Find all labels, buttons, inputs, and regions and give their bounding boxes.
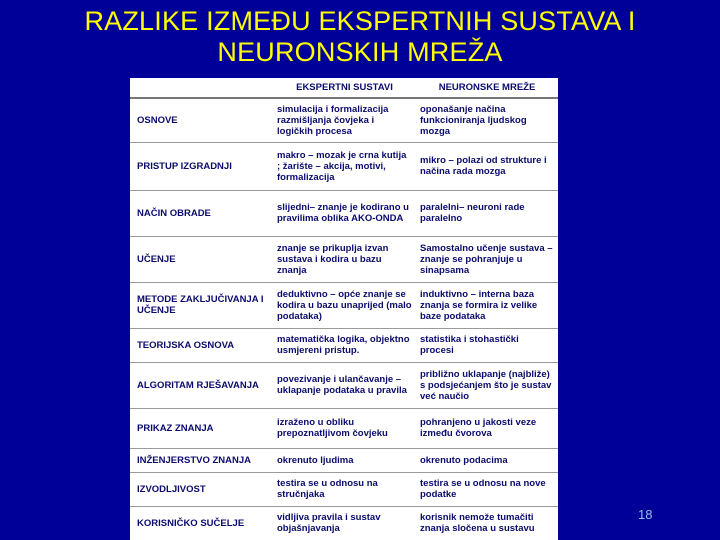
row-label: UČENJE [137, 253, 176, 265]
table-row [130, 362, 558, 408]
header-cell-empty [130, 78, 273, 98]
row-label: NAČIN OBRADE [137, 207, 211, 219]
table-row [130, 98, 558, 142]
expert-systems-cell: znanje se prikuplja izvan sustava i kodira u bazu znanja [277, 242, 389, 276]
slide-title-line-1: RAZLIKE IZMEĐU EKSPERTNIH SUSTAVA I [84, 6, 636, 36]
row-label: IZVODLJIVOST [137, 483, 206, 495]
expert-systems-cell: matematička logika, objektno usmjereni pristup. [277, 334, 410, 356]
comparison-table-panel [130, 78, 558, 540]
expert-systems-cell: izraženo u obliku prepoznatljivom čovjeku [277, 417, 388, 439]
neural-networks-cell: okrenuto podacima [420, 454, 508, 466]
header-cell-neural-networks: NEURONSKE MREŽE [416, 78, 558, 98]
header-cell-expert-systems: EKSPERTNI SUSTAVI [273, 78, 416, 98]
neural-networks-cell: korisnik nemože tumačiti znanja sločena u sustavu [420, 512, 535, 535]
expert-systems-cell: testira se u odnosu na stručnjaka [277, 478, 378, 500]
table-header-row [130, 78, 558, 98]
neural-networks-cell: statistika i stohastički procesi [420, 334, 519, 356]
neural-networks-cell: pohranjeno u jakosti veze između čvorova [420, 417, 537, 439]
expert-systems-cell: povezivanje i ulančavanje – uklapanje podataka u pravila [277, 374, 407, 396]
page-number: 18 [638, 507, 653, 522]
expert-systems-cell: simulacija i formalizacija razmišljanja čovjeka i logičkih procesa [277, 103, 389, 137]
row-label: ALGORITAM RJEŠAVANJA [137, 379, 259, 391]
table-row [130, 328, 558, 362]
slide-title-line-2: NEURONSKIH MREŽA [217, 37, 503, 67]
table-row [130, 408, 558, 448]
neural-networks-cell: oponašanje načina funkcioniranja ljudskog mozga [420, 103, 527, 137]
table-row [130, 142, 558, 190]
table-row [130, 236, 558, 282]
row-label: TEORIJSKA OSNOVA [137, 339, 235, 351]
neural-networks-cell: paralelni– neuroni rade paralelno [420, 202, 525, 224]
expert-systems-cell: okrenuto ljudima [277, 454, 354, 466]
row-label: INŽENJERSTVO ZNANJA [137, 454, 252, 466]
table-row [130, 472, 558, 506]
neural-networks-cell: Samostalno učenje sustava – znanje se pohranjuje u sinapsama [420, 242, 553, 276]
expert-systems-cell: slijedni– znanje je kodirano u pravilima oblika AKO-ONDA [277, 202, 409, 224]
table-row [130, 282, 558, 328]
table-row [130, 506, 558, 540]
table-row [130, 448, 558, 472]
neural-networks-cell: testira se u odnosu na nove podatke [420, 478, 546, 500]
expert-systems-cell: deduktivno – opće znanje se kodira u bazu unaprijed (malo podataka) [277, 288, 412, 322]
row-label: OSNOVE [137, 114, 178, 126]
row-label: PRIKAZ ZNANJA [137, 422, 214, 434]
neural-networks-cell: induktivno – interna baza znanja se formira iz velike baze podataka [420, 288, 538, 322]
row-label: PRISTUP IZGRADNJI [137, 160, 232, 172]
expert-systems-cell: makro – mozak je crna kutija ; žarište – akcija, motivi, formalizacija [277, 149, 407, 183]
expert-systems-cell: vidljiva pravila i sustav objašnjavanja [277, 512, 381, 535]
neural-networks-cell: mikro – polazi od strukture i načina rada mozga [420, 155, 547, 177]
row-label: KORISNIČKO SUČELJE [137, 517, 245, 529]
slide-title [0, 6, 720, 68]
neural-networks-cell: približno uklapanje (najbliže) s podsjećanjem što je sustav već naučio [420, 368, 552, 402]
row-label: METODE ZAKLJUČIVANJA I UČENJE [137, 294, 264, 316]
comparison-table [130, 78, 558, 540]
table-row [130, 190, 558, 236]
